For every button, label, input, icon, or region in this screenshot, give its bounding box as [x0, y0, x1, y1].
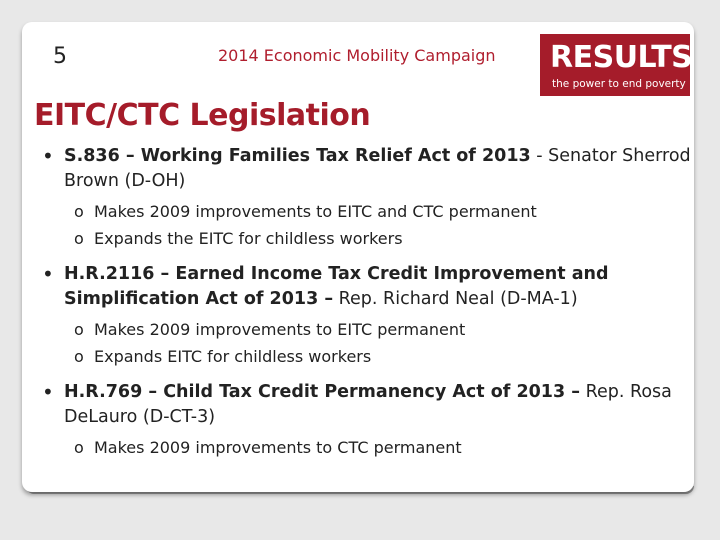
bill-sponsor: - Senator Sherrod Brown (D-OH)	[64, 146, 691, 191]
sub-bullet-icon: o	[74, 320, 84, 339]
sub-bullet	[34, 318, 694, 341]
sub-bullet-icon: o	[74, 347, 84, 366]
bill-name: S.836 – Working Families Tax Relief Act of 2013	[64, 146, 531, 166]
slide-title: EITC/CTC Legislation	[34, 98, 371, 133]
logo-wordmark: RESULTS	[550, 40, 693, 75]
sub-bullet-text: Expands the EITC for childless workers	[94, 229, 403, 248]
sub-bullet-icon: o	[74, 229, 84, 248]
logo-tagline: the power to end poverty	[552, 78, 686, 90]
bullet-dot-icon: •	[42, 144, 54, 168]
sub-bullet-text: Makes 2009 improvements to EITC permanent	[94, 320, 466, 339]
sub-bullet	[34, 345, 694, 368]
bill-sponsor: Rep. Rosa DeLauro (D-CT-3)	[64, 382, 672, 427]
sub-bullet-icon: o	[74, 202, 84, 221]
slide-number: 5	[53, 44, 67, 69]
bullet-item	[34, 262, 694, 312]
bullet-group	[34, 380, 694, 459]
sub-bullet-icon: o	[74, 438, 84, 457]
bullet-dot-icon: •	[42, 262, 54, 286]
sub-bullet	[34, 200, 694, 223]
sub-bullet	[34, 436, 694, 459]
results-logo	[540, 34, 693, 96]
bill-name: H.R.769 – Child Tax Credit Permanency Act of 2013 –	[64, 382, 581, 402]
sub-bullet-text: Makes 2009 improvements to EITC and CTC permanent	[94, 202, 537, 221]
bullet-list	[34, 144, 694, 471]
bullet-dot-icon: •	[42, 380, 54, 404]
bullet-group	[34, 144, 694, 250]
bullet-item	[34, 144, 694, 194]
bullet-item	[34, 380, 694, 430]
bill-name: H.R.2116 – Earned Income Tax Credit Improvement and Simplification Act of 2013 –	[64, 264, 609, 309]
bill-sponsor: Rep. Richard Neal (D-MA-1)	[333, 289, 578, 309]
sub-bullet-text: Expands EITC for childless workers	[94, 347, 372, 366]
campaign-header: 2014 Economic Mobility Campaign	[218, 46, 496, 65]
sub-bullet-text: Makes 2009 improvements to CTC permanent	[94, 438, 462, 457]
bullet-group	[34, 262, 694, 368]
sub-bullet	[34, 227, 694, 250]
